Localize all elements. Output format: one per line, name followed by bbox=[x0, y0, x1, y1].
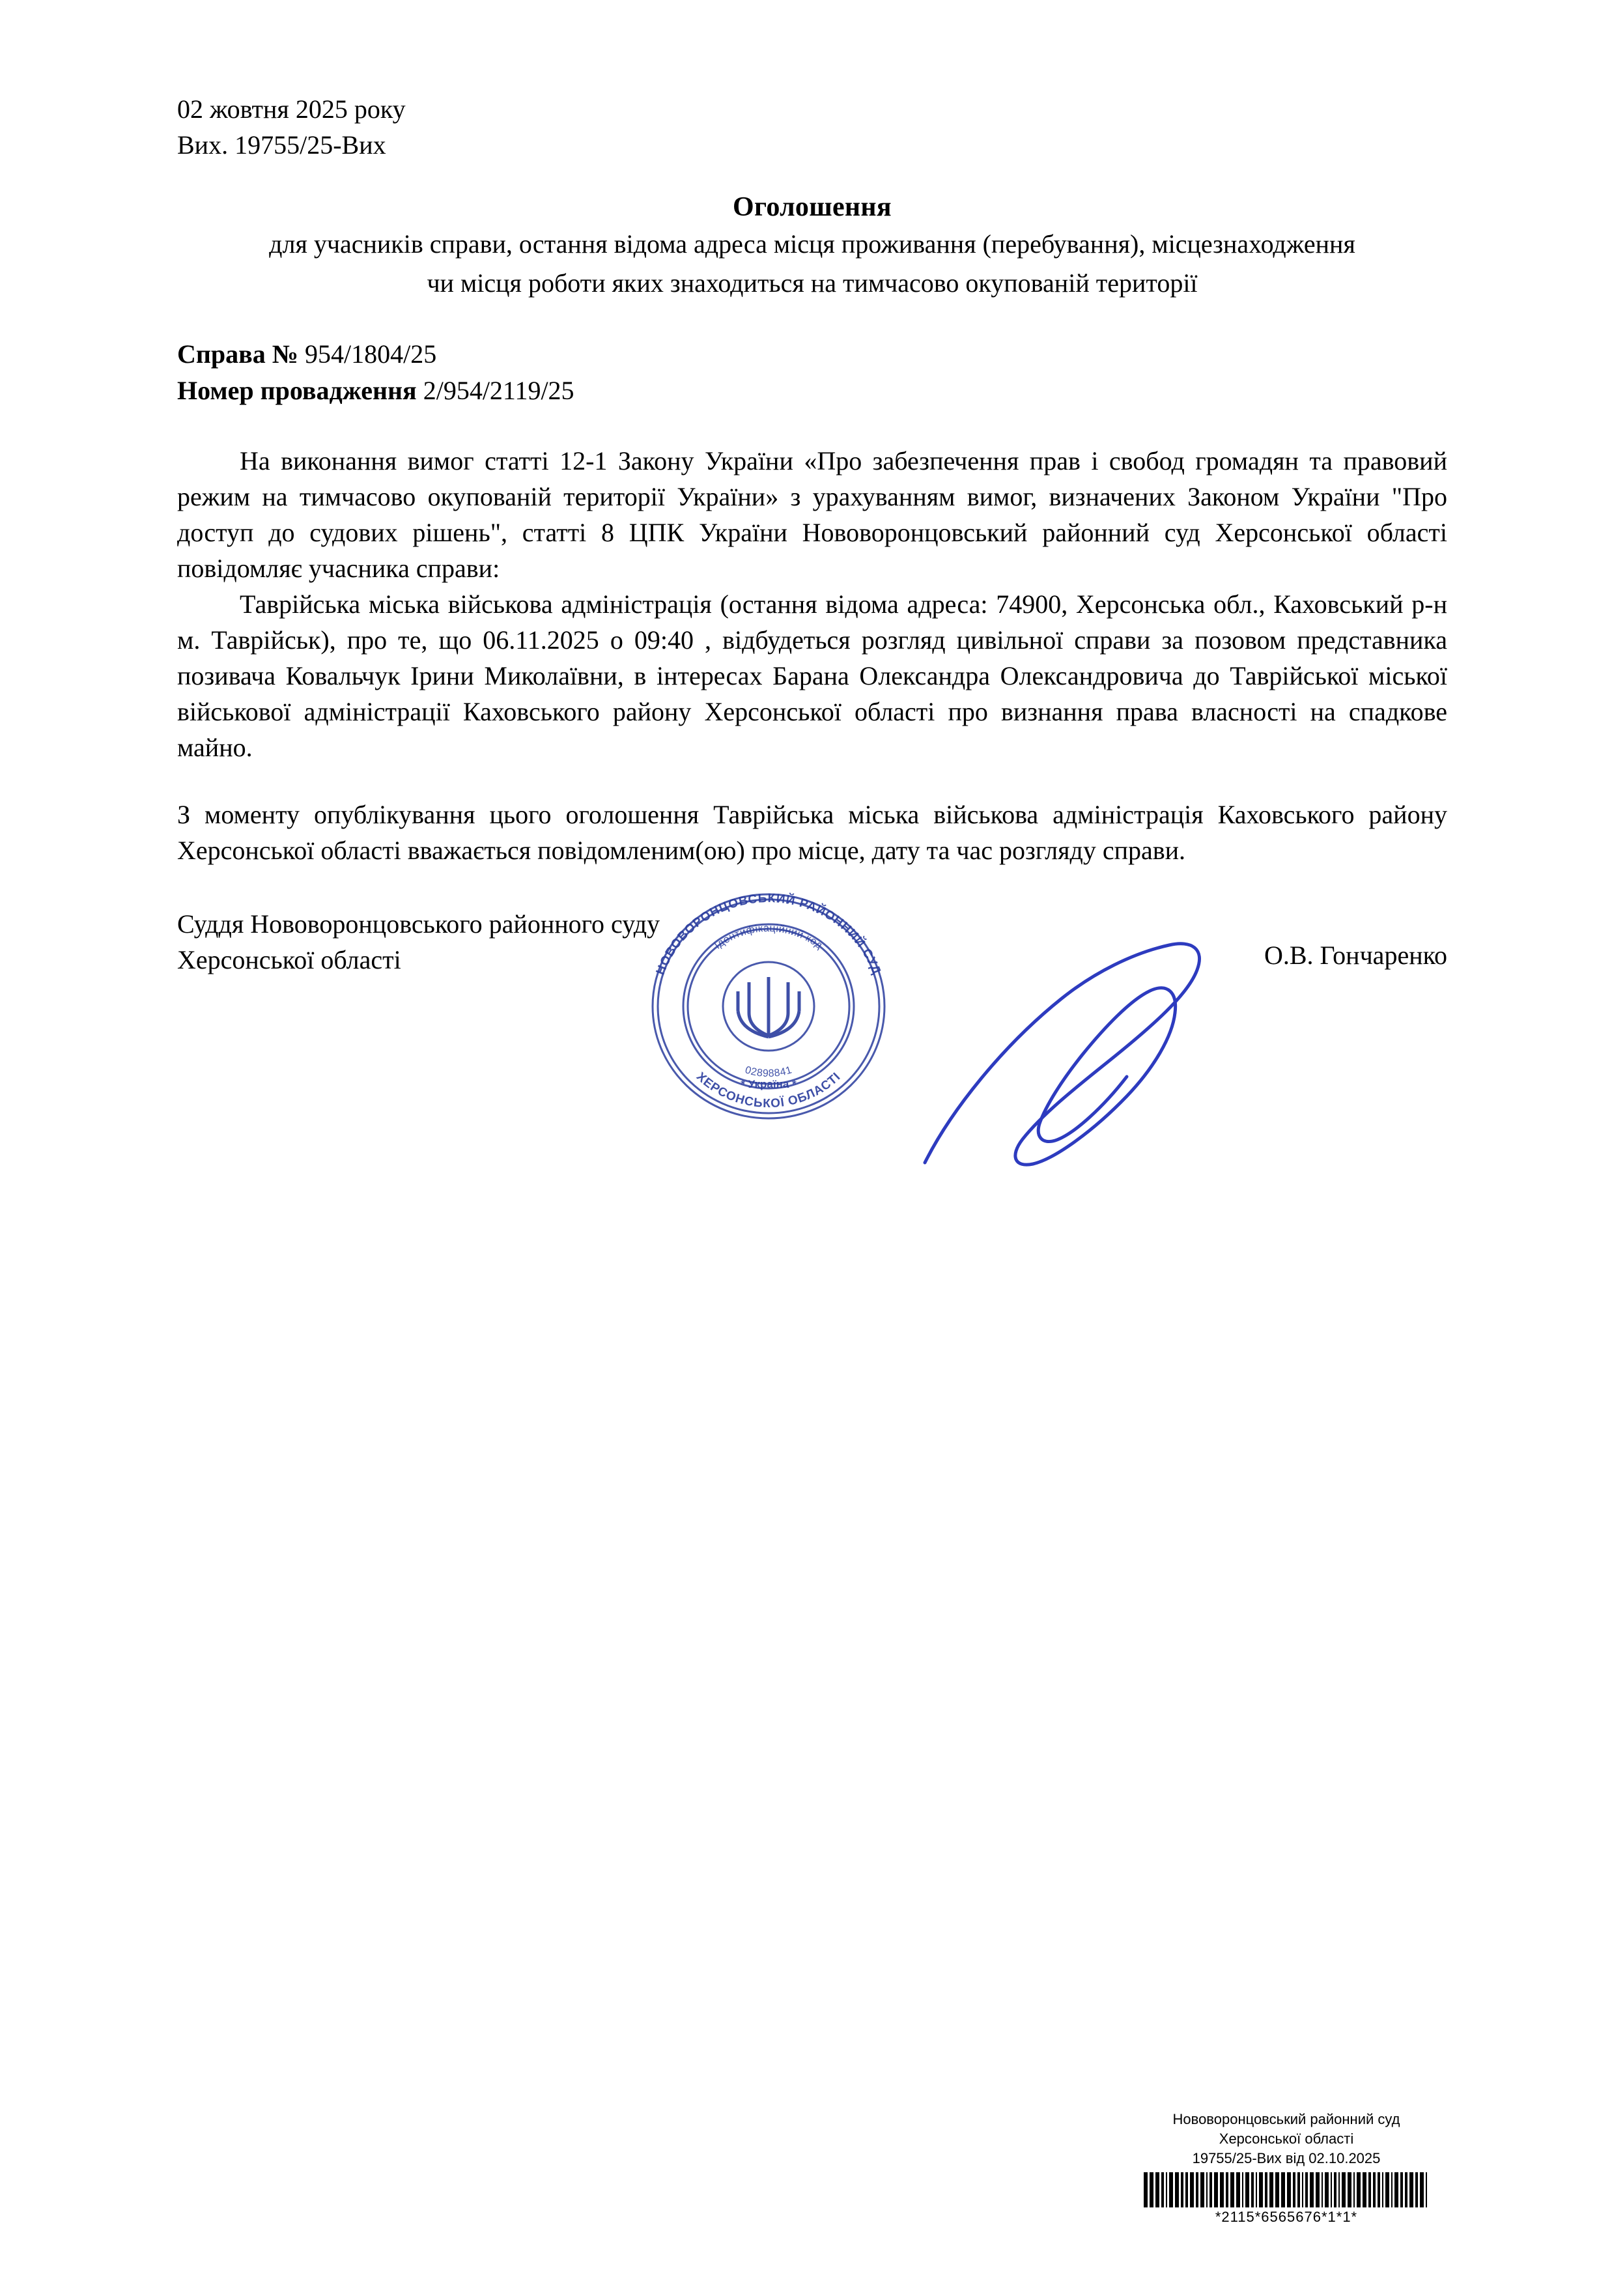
signature-name: О.В. Гончаренко bbox=[1264, 941, 1447, 970]
case-number-value: 954/1804/25 bbox=[298, 339, 437, 369]
document-date: 02 жовтня 2025 року bbox=[177, 94, 406, 124]
paragraph-notification-effect: З моменту опублікування цього оголошення Таврійська міська військова адміністрація Каховського району Херсонської області вважається повідомленим(ою) про місце, дату та час розгляду справи. bbox=[177, 800, 1447, 865]
footer-block bbox=[1039, 2110, 1534, 2226]
signature-block bbox=[177, 906, 1447, 978]
proceeding-number-label: Номер провадження bbox=[177, 376, 417, 405]
svg-text:* Україна *: * Україна * bbox=[741, 1078, 797, 1090]
paragraph-legal-basis: На виконання вимог статті 12-1 Закону України «Про забезпечення прав і свобод громадян та правовий режим на тимчасово окупованій території України» з урахуванням вимог, визначених Законом України "Про доступ до судових рішень", статті 8 ЦПК України Нововоронцовський районний суд Херсонської області повідомляє учасника справи: bbox=[177, 446, 1447, 583]
case-number-row bbox=[177, 336, 1447, 373]
document-subtitle-line-2: чи місця роботи яких знаходиться на тимчасово окупованій території bbox=[427, 268, 1198, 298]
footer-region: Херсонської області bbox=[1219, 2131, 1354, 2147]
document-body bbox=[177, 91, 1447, 978]
signature-role-line-1: Суддя Нововоронцовського районного суду bbox=[177, 909, 660, 939]
svg-text:НОВОВОРОНЦОВСЬКИЙ РАЙОННИЙ СУД: НОВОВОРОНЦОВСЬКИЙ РАЙОННИЙ СУД bbox=[653, 891, 884, 977]
signature-role bbox=[177, 906, 660, 978]
svg-text:02898841: 02898841 bbox=[743, 1064, 794, 1080]
barcode bbox=[1039, 2172, 1534, 2207]
document-outgoing-number: Вих. 19755/25-Вих bbox=[177, 130, 386, 160]
svg-text:Ідентифікаційний код: Ідентифікаційний код bbox=[712, 922, 825, 952]
document-title: Оголошення bbox=[733, 192, 892, 222]
case-info bbox=[177, 336, 1447, 409]
paragraph-hearing-details: Таврійська міська військова адміністрація (остання відома адреса: 74900, Херсонська обл., Каховський р-н м. Таврійськ), про те, що 06.11.2025 о 09:40 , відбудеться розгляд цивільної справи за позовом представника позивача Ковальчук Ірини Миколаївни, в інтересах Барана Олександра Олександровича до Таврійської міської військової адміністрації Каховського району Херсонської області про визнання права власності на спадкове майно. bbox=[177, 589, 1447, 762]
document-subtitle-line-1: для учасників справи, остання відома адреса місця проживання (перебування), місцезнаходження bbox=[269, 229, 1355, 259]
footer-court-name: Нововоронцовський районний суд bbox=[1172, 2111, 1400, 2127]
proceeding-number-value: 2/954/2119/25 bbox=[416, 376, 574, 405]
signature-role-line-2: Херсонської області bbox=[177, 945, 401, 974]
proceeding-number-row bbox=[177, 373, 1447, 409]
barcode-text: *2115*6565676*1*1* bbox=[1215, 2209, 1358, 2225]
case-number-label: Справа № bbox=[177, 339, 298, 369]
footer-reference: 19755/25-Вих від 02.10.2025 bbox=[1192, 2150, 1381, 2166]
svg-text:ХЕРСОНСЬКОЇ ОБЛАСТІ: ХЕРСОНСЬКОЇ ОБЛАСТІ bbox=[693, 1070, 844, 1111]
